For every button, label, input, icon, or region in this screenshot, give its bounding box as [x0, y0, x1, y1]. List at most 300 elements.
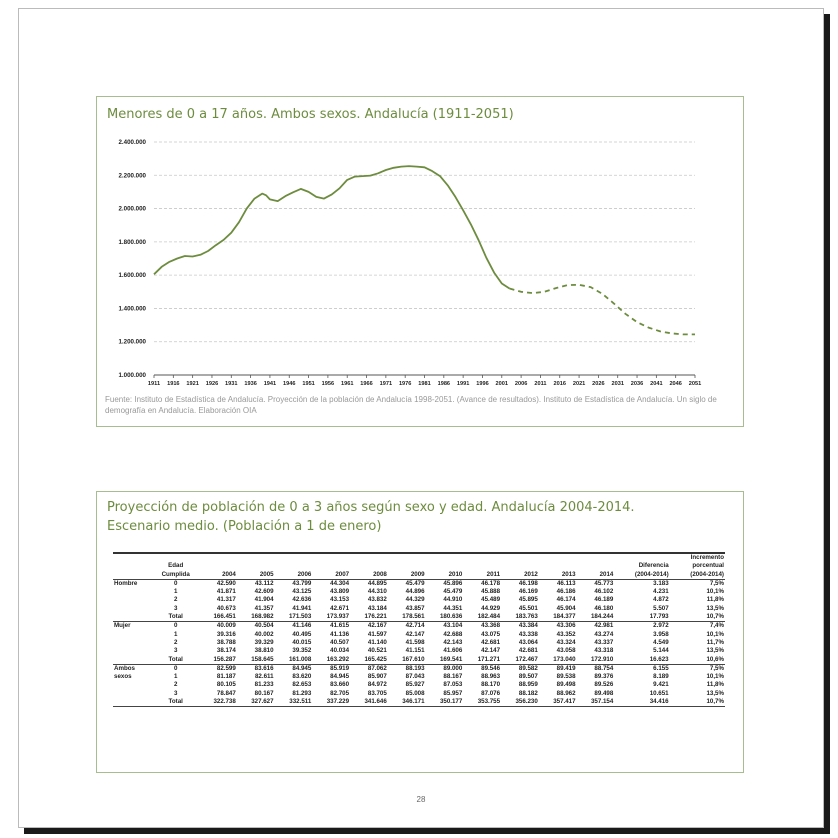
table-cell: 81.187 — [216, 673, 236, 681]
y-tick-label: 2.200.000 — [118, 172, 146, 180]
header-year: 2013 — [539, 553, 577, 579]
group-label — [113, 588, 152, 596]
header-group — [113, 553, 152, 579]
table-cell: 173.937 — [326, 613, 350, 621]
table-cell: 88.182 — [518, 689, 538, 697]
diferencia-cell: 10.651 — [649, 689, 669, 697]
incremento-cell: 10,1% — [706, 673, 724, 681]
table-cell: 182.484 — [477, 613, 501, 621]
table-cell: 44.895 — [367, 579, 387, 587]
group-label — [113, 690, 152, 698]
diferencia-cell: 4.872 — [653, 596, 669, 604]
table-cell: 38.788 — [216, 638, 236, 646]
table-cell: 357.417 — [539, 698, 577, 707]
table-cell: 184.377 — [553, 613, 576, 621]
table-cell: 89.376 — [594, 673, 614, 681]
table-cell: 173.040 — [553, 655, 576, 663]
table-cell: 41.904 — [254, 596, 274, 604]
header-year: 2008 — [350, 553, 388, 579]
header-edad-cumplida: Edad Cumplida — [152, 553, 199, 579]
table-cell: 46.113 — [556, 579, 576, 587]
incremento-cell: 13,5% — [706, 647, 724, 655]
table-cell: 43.274 — [594, 630, 614, 638]
header-year: 2014 — [577, 553, 615, 579]
header-year: 2010 — [426, 553, 464, 579]
table-cell: 341.646 — [350, 698, 388, 707]
table-cell: 43.384 — [501, 622, 539, 631]
x-tick-label: 1911 — [147, 381, 161, 387]
table-row — [113, 588, 725, 596]
group-label — [113, 681, 152, 689]
table-cell: 41.871 — [216, 588, 236, 596]
group-label — [113, 605, 152, 613]
table-group — [113, 664, 725, 706]
header-year: 2006 — [275, 553, 313, 579]
table-cell: 180.636 — [439, 613, 463, 621]
table-cell: 81.233 — [254, 681, 274, 689]
table-cell: 42.167 — [350, 622, 388, 631]
chart-title: Menores de 0 a 17 años. Ambos sexos. Andalucía (1911-2051) — [107, 107, 514, 122]
group-label — [113, 647, 152, 655]
x-tick-label: 1941 — [263, 381, 277, 387]
table-cell: 43.324 — [556, 638, 576, 646]
table-cell: 166.451 — [213, 613, 236, 621]
table-cell: 39.352 — [292, 647, 312, 655]
diferencia-cell: 3.958 — [653, 630, 669, 638]
header-year: 2007 — [312, 553, 350, 579]
table-cell: 40.034 — [330, 647, 350, 655]
table-row — [113, 647, 725, 655]
table-cell: 43.809 — [330, 588, 350, 596]
x-tick-label: 2051 — [688, 381, 702, 387]
table-row — [113, 613, 725, 622]
age-label: 3 — [173, 604, 178, 612]
table-cell: 83.660 — [330, 681, 350, 689]
table-cell: 44.351 — [443, 604, 463, 612]
table-title-line2: Escenario medio. (Población a 1 de enero) — [107, 519, 382, 534]
group-label — [113, 639, 152, 647]
age-label: 2 — [173, 681, 178, 689]
table-cell: 40.521 — [367, 647, 387, 655]
table-cell: 43.318 — [594, 647, 614, 655]
x-tick-label: 1956 — [321, 381, 335, 387]
series-line-projection — [510, 285, 696, 335]
header-year: 2004 — [199, 553, 237, 579]
table-cell: 44.929 — [481, 604, 501, 612]
table-cell: 45.479 — [443, 588, 463, 596]
table-cell: 167.610 — [402, 655, 425, 663]
table-cell: 45.904 — [556, 604, 576, 612]
table-cell: 42.714 — [388, 622, 426, 631]
diferencia-cell: 16.623 — [649, 655, 669, 663]
table-cell: 42.681 — [518, 647, 538, 655]
table-cell: 89.507 — [518, 673, 538, 681]
table-cell: 40.673 — [216, 604, 236, 612]
diferencia-cell: 34.416 — [614, 698, 669, 707]
x-tick-label: 2031 — [611, 381, 624, 387]
table-row — [113, 622, 725, 631]
table-cell: 83.616 — [237, 664, 275, 673]
table-title — [107, 498, 635, 536]
table-cell: 43.184 — [367, 604, 387, 612]
table-cell: 45.479 — [405, 579, 425, 587]
x-tick-label: 1976 — [398, 381, 412, 387]
table-cell: 84.945 — [330, 673, 350, 681]
table-cell: 85.919 — [312, 664, 350, 673]
table-cell: 46.186 — [556, 588, 576, 596]
table-cell: 87.062 — [350, 664, 388, 673]
incremento-cell: 10,6% — [706, 655, 724, 663]
table-cell: 43.832 — [367, 596, 387, 604]
table-row — [113, 656, 725, 665]
table-cell: 40.015 — [292, 638, 312, 646]
table-cell: 43.075 — [481, 630, 501, 638]
age-label: 2 — [173, 638, 178, 646]
table-cell: 353.755 — [463, 698, 501, 707]
y-tick-label: 1.600.000 — [118, 272, 146, 280]
age-label: 3 — [173, 647, 178, 655]
table-cell: 42.147 — [481, 647, 501, 655]
table-cell: 44.310 — [367, 588, 387, 596]
group-label: Mujer — [113, 622, 152, 631]
table-cell: 176.221 — [364, 613, 387, 621]
table-cell: 85.907 — [367, 673, 387, 681]
table-cell: 43.125 — [292, 588, 312, 596]
document-page — [18, 8, 824, 828]
y-tick-label: 1.400.000 — [118, 305, 146, 313]
x-tick-label: 2016 — [553, 381, 566, 387]
incremento-cell: 10,7% — [706, 613, 724, 621]
table-cell: 82.611 — [254, 673, 274, 681]
table-row — [113, 579, 725, 588]
table-cell: 38.810 — [254, 647, 274, 655]
table-cell: 46.178 — [481, 579, 501, 587]
header-year: 2012 — [501, 553, 539, 579]
table-cell: 89.498 — [556, 681, 576, 689]
table-cell: 40.495 — [292, 630, 312, 638]
incremento-cell: 10,7% — [670, 698, 725, 707]
table-cell: 41.357 — [254, 604, 274, 612]
group-label: Hombre — [114, 579, 138, 587]
table-cell: 41.598 — [405, 638, 425, 646]
group-label — [113, 656, 152, 665]
age-label: 0 — [152, 664, 199, 673]
table-row — [113, 596, 725, 604]
header-diferencia: Diferencia (2004-2014) — [614, 553, 669, 579]
group-label: Ambos — [113, 664, 152, 673]
table-cell: 46.189 — [594, 596, 614, 604]
incremento-cell: 11,8% — [706, 681, 724, 689]
table-row — [113, 681, 725, 689]
incremento-cell: 7,4% — [670, 622, 725, 631]
table-cell: 87.076 — [481, 689, 501, 697]
table-cell: 40.009 — [199, 622, 237, 631]
table-cell: 41.597 — [367, 630, 387, 638]
table-title-line1: Proyección de población de 0 a 3 años según sexo y edad. Andalucía 2004-2014. — [107, 500, 635, 515]
table-cell: 84.945 — [275, 664, 313, 673]
diferencia-cell: 5.144 — [653, 647, 669, 655]
x-tick-label: 1946 — [283, 381, 296, 387]
table-cell: 39.316 — [216, 630, 236, 638]
table-cell: 89.419 — [539, 664, 577, 673]
table-cell: 178.561 — [402, 613, 425, 621]
table-cell: 44.896 — [405, 588, 425, 596]
y-tick-label: 1.800.000 — [118, 238, 146, 246]
table-cell: 337.229 — [312, 698, 350, 707]
table-row — [113, 664, 725, 673]
table-cell: 356.230 — [501, 698, 539, 707]
x-tick-label: 1921 — [186, 381, 199, 387]
table-cell: 87.053 — [443, 681, 463, 689]
header-year: 2005 — [237, 553, 275, 579]
table-cell: 89.538 — [556, 673, 576, 681]
table-cell: 80.167 — [254, 689, 274, 697]
table-cell: 171.271 — [477, 655, 501, 663]
y-tick-label: 1.000.000 — [118, 372, 146, 379]
table-cell: 156.287 — [213, 655, 236, 663]
series-line-historical — [154, 166, 510, 288]
header-year: 2011 — [463, 553, 501, 579]
table-cell: 43.153 — [330, 596, 350, 604]
diferencia-cell: 6.155 — [614, 664, 669, 673]
table-cell: 327.627 — [237, 698, 275, 707]
table-cell: 39.329 — [254, 638, 274, 646]
table-cell: 82.599 — [199, 664, 237, 673]
table-cell: 88.754 — [577, 664, 615, 673]
age-label: Total — [152, 698, 199, 707]
x-tick-label: 1936 — [244, 381, 257, 387]
table-cell: 89.498 — [594, 689, 614, 697]
table-cell: 43.064 — [518, 638, 538, 646]
table-row — [113, 631, 725, 639]
table-cell: 85.957 — [443, 689, 463, 697]
table-row — [113, 605, 725, 613]
age-label: 1 — [173, 673, 178, 681]
table-group — [113, 622, 725, 664]
x-tick-label: 2001 — [495, 381, 509, 387]
table-cell: 85.927 — [405, 681, 425, 689]
table-cell: 184.244 — [590, 613, 614, 621]
table-cell: 82.705 — [330, 689, 350, 697]
incremento-cell: 11,8% — [706, 596, 724, 604]
incremento-cell: 13,5% — [706, 604, 724, 612]
diferencia-cell: 2.972 — [614, 622, 669, 631]
age-label: 0 — [152, 622, 199, 631]
table-cell: 46.174 — [556, 596, 576, 604]
diferencia-cell: 3.183 — [653, 579, 669, 587]
x-tick-label: 1966 — [360, 381, 373, 387]
table-cell: 41.606 — [443, 647, 463, 655]
age-label: 2 — [173, 596, 178, 604]
table-cell: 45.895 — [518, 596, 538, 604]
table-cell: 82.653 — [292, 681, 312, 689]
table-cell: 87.043 — [405, 673, 425, 681]
diferencia-cell: 8.189 — [653, 673, 669, 681]
diferencia-cell: 9.421 — [653, 681, 669, 689]
table-cell: 161.008 — [288, 655, 312, 663]
table-cell: 41.151 — [405, 647, 425, 655]
table-cell: 158.645 — [251, 655, 274, 663]
group-label — [113, 631, 152, 639]
x-tick-label: 2046 — [669, 381, 682, 387]
table-cell: 43.368 — [463, 622, 501, 631]
x-tick-label: 1961 — [340, 381, 354, 387]
table-cell: 357.154 — [577, 698, 615, 707]
x-tick-label: 1916 — [167, 381, 180, 387]
table-cell: 43.352 — [556, 630, 576, 638]
table-cell: 88.959 — [518, 681, 538, 689]
table-row — [113, 698, 725, 707]
table-cell: 44.304 — [330, 579, 350, 587]
y-tick-label: 2.400.000 — [118, 139, 146, 146]
age-label: Total — [168, 655, 183, 663]
age-label: Total — [168, 613, 183, 621]
table-cell: 41.941 — [292, 604, 312, 612]
x-tick-label: 1951 — [302, 381, 315, 387]
table-cell: 83.705 — [367, 689, 387, 697]
table-row — [113, 690, 725, 698]
table-cell: 88.170 — [481, 681, 501, 689]
table-cell: 46.169 — [518, 588, 538, 596]
table-cell: 41.317 — [216, 596, 236, 604]
table-cell: 346.171 — [388, 698, 426, 707]
table-cell: 42.981 — [577, 622, 615, 631]
table-row — [113, 673, 725, 681]
x-tick-label: 2021 — [572, 381, 586, 387]
page-number: 28 — [416, 795, 426, 804]
table-cell: 163.292 — [326, 655, 350, 663]
incremento-cell: 11,7% — [706, 638, 724, 646]
table-cell: 84.972 — [367, 681, 387, 689]
incremento-cell: 10,1% — [706, 630, 724, 638]
table-cell: 88.193 — [388, 664, 426, 673]
age-label: 3 — [173, 689, 178, 697]
diferencia-cell: 17.793 — [649, 613, 669, 621]
table-panel — [96, 491, 744, 773]
chart-source-note: Fuente: Instituto de Estadística de Andalucía. Proyección de la población de Andalucía 1998-2051. (Avance de resultados). Instituto de Estadística de Andalucía. Un siglo de demografía en Andalucía. Elaboración OIA — [105, 395, 717, 415]
table-cell: 183.763 — [515, 613, 538, 621]
table-cell: 332.511 — [275, 698, 313, 707]
incremento-cell: 13,5% — [706, 689, 724, 697]
table-cell: 41.140 — [367, 638, 387, 646]
table-cell: 89.526 — [594, 681, 614, 689]
table-row — [113, 639, 725, 647]
table-cell: 41.136 — [330, 630, 350, 638]
table-cell: 44.329 — [405, 596, 425, 604]
table-cell: 80.105 — [216, 681, 236, 689]
x-tick-label: 2011 — [534, 381, 547, 387]
table-cell: 40.507 — [330, 638, 350, 646]
x-tick-label: 1981 — [418, 381, 431, 387]
table-cell: 41.146 — [275, 622, 313, 631]
table-cell: 40.002 — [254, 630, 274, 638]
table-cell: 45.896 — [443, 579, 463, 587]
table-group — [113, 579, 725, 621]
diferencia-cell: 5.507 — [653, 604, 669, 612]
table-cell: 88.167 — [443, 673, 463, 681]
age-label: 1 — [173, 630, 178, 638]
chart-panel — [96, 96, 744, 427]
table-cell: 45.489 — [481, 596, 501, 604]
table-cell: 322.738 — [199, 698, 237, 707]
table-cell: 43.306 — [539, 622, 577, 631]
table-cell: 45.501 — [518, 604, 538, 612]
table-cell: 89.000 — [426, 664, 464, 673]
table-cell: 44.910 — [443, 596, 463, 604]
table-cell: 42.147 — [405, 630, 425, 638]
y-tick-label: 1.200.000 — [118, 338, 146, 346]
table-cell: 88.962 — [556, 689, 576, 697]
incremento-cell: 10,1% — [706, 588, 724, 596]
table-cell: 46.180 — [594, 604, 614, 612]
group-label: sexos — [114, 673, 132, 681]
table-cell: 78.847 — [216, 689, 236, 697]
x-tick-label: 2041 — [650, 381, 663, 387]
x-tick-label: 2026 — [592, 381, 605, 387]
population-line-chart — [97, 135, 737, 395]
diferencia-cell: 4.549 — [653, 638, 669, 646]
table-cell: 83.620 — [292, 673, 312, 681]
table-cell: 43.104 — [426, 622, 464, 631]
table-cell: 43.112 — [254, 579, 274, 587]
header-year: 2009 — [388, 553, 426, 579]
table-cell: 43.058 — [556, 647, 576, 655]
x-tick-label: 1986 — [437, 381, 451, 387]
incremento-cell: 7,5% — [709, 579, 724, 587]
table-cell: 45.888 — [481, 588, 501, 596]
table-cell: 169.541 — [439, 655, 463, 663]
table-cell: 88.963 — [481, 673, 501, 681]
age-label: 0 — [173, 579, 178, 587]
diferencia-cell: 4.231 — [653, 588, 669, 596]
x-tick-label: 2006 — [514, 381, 528, 387]
incremento-cell: 7,5% — [670, 664, 725, 673]
table-cell: 41.615 — [312, 622, 350, 631]
table-cell: 45.773 — [594, 579, 614, 587]
table-cell: 165.425 — [364, 655, 387, 663]
header-incremento: Incremento porcentual (2004-2014) — [670, 553, 725, 579]
x-tick-label: 1991 — [456, 381, 470, 387]
age-label: 1 — [173, 588, 178, 596]
table-cell: 42.681 — [481, 638, 501, 646]
group-label — [113, 596, 152, 604]
table-cell: 168.982 — [251, 613, 274, 621]
x-tick-label: 1931 — [225, 381, 238, 387]
population-table — [113, 552, 725, 707]
group-label — [113, 698, 152, 707]
x-tick-label: 2036 — [630, 381, 644, 387]
table-cell: 85.008 — [405, 689, 425, 697]
table-cell: 42.688 — [443, 630, 463, 638]
table-cell: 46.102 — [594, 588, 614, 596]
table-cell: 42.143 — [443, 638, 463, 646]
table-cell: 38.174 — [216, 647, 236, 655]
x-tick-label: 1926 — [205, 381, 219, 387]
x-tick-label: 1971 — [379, 381, 393, 387]
table-cell: 43.338 — [518, 630, 538, 638]
table-cell: 42.671 — [330, 604, 350, 612]
table-cell: 81.293 — [292, 689, 312, 697]
table-cell: 40.504 — [237, 622, 275, 631]
table-cell: 350.177 — [426, 698, 464, 707]
table-cell: 42.636 — [292, 596, 312, 604]
table-cell: 42.609 — [254, 588, 274, 596]
group-label — [113, 613, 152, 622]
y-tick-label: 2.000.000 — [118, 205, 146, 213]
table-cell: 89.582 — [501, 664, 539, 673]
header-row — [113, 553, 725, 579]
table-cell: 172.910 — [590, 655, 614, 663]
